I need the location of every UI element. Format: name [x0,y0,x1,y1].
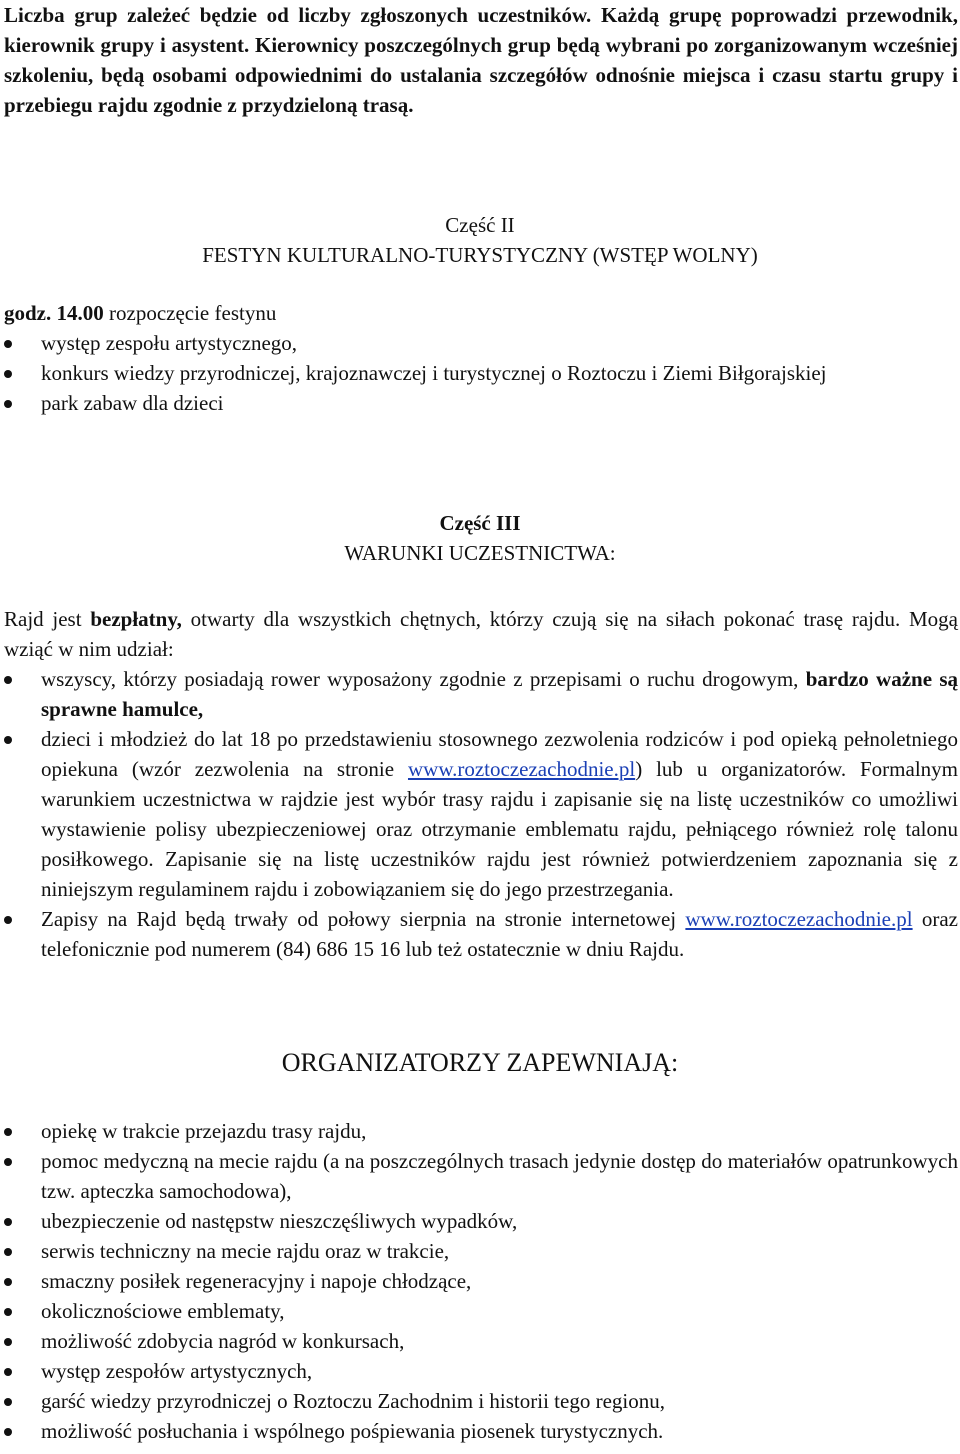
part2-subtitle: FESTYN KULTURALNO-TURYSTYCZNY (WSTĘP WOLNY) [202,243,758,267]
organizers-body [4,1116,958,1446]
organizers-item: możliwość zdobycia nagród w konkursach, [4,1326,958,1356]
organizers-item: możliwość posłuchania i wspólnego pośpiewania piosenek turystycznych. [4,1416,958,1446]
conditions-item [4,904,958,964]
organizers-item: pomoc medyczną na mecie rajdu (a na poszczególnych trasach jedynie dostęp do materiałów opatrunkowych tzw. apteczka samochodowa), [4,1146,958,1206]
part3-body [4,604,958,964]
part3-heading [0,508,960,568]
conditions-item [4,664,958,724]
conditions-item3-text: Zapisy na Rajd będą trwały od połowy sierpnia na stronie internetowej [41,907,686,931]
organizers-list [4,1116,958,1446]
organizers-item: opiekę w trakcie przejazdu trasy rajdu, [4,1116,958,1146]
intro-paragraph: Liczba grup zależeć będzie od liczby zgłoszonych uczestników. Każdą grupę poprowadzi przewodnik, kierownik grupy i asystent. Kierownicy poszczególnych grup będą wybrani po zorganizowanym wcześniej szkoleniu, będą osobami odpowiednimi do ustalania szczegółów odnośnie miejsca i czasu startu grupy i przebiegu rajdu zgodnie z przydzieloną trasą. [4,3,958,117]
conditions-item2-text: dzieci i młodzież do lat 18 po przedstawieniu stosownego zezwolenia rodziców i pod opieką pełnoletniego opiekuna (wzór zezwolenia na stronie [41,727,958,781]
festival-start-text: rozpoczęcie festynu [103,301,277,325]
organizers-item: garść wiedzy przyrodniczej o Roztoczu Zachodnim i historii tego regionu, [4,1386,958,1416]
organizers-item: ubezpieczenie od następstw nieszczęśliwych wypadków, [4,1206,958,1236]
website-link[interactable]: www.roztoczezachodnie.pl [407,757,636,781]
conditions-intro-a: Rajd jest [4,607,91,631]
part2-body [4,298,958,418]
festival-start-line [4,298,958,328]
part2-heading [0,210,960,270]
festival-item: park zabaw dla dzieci [4,388,958,418]
organizers-heading: ORGANIZATORZY ZAPEWNIAJĄ: [281,1048,679,1077]
conditions-intro [4,604,958,664]
part3-title: Część III [439,511,521,535]
conditions-item1-text: wszyscy, którzy posiadają rower wyposażony zgodnie z przepisami o ruchu drogowym, [41,667,806,691]
part3-subtitle: WARUNKI UCZESTNICTWA: [344,541,616,565]
conditions-item2-rest: ) lub u organizatorów. Formalnym warunkiem uczestnictwa w rajdzie jest wybór trasy rajdu i zapisanie się na listę uczestników co umożliwi wystawienie polisy ubezpieczeniowej oraz otrzymanie emblematu rajdu, pełniącego również rolę talonu posiłkowego. Zapisanie się na listę uczestników rajdu jest również potwierdzeniem zapoznania się z niniejszym regulaminem rajdu i zobowiązaniem się do jego przestrzegania. [41,757,958,901]
website-link[interactable]: www.roztoczezachodnie.pl [685,907,913,931]
festival-item: występ zespołu artystycznego, [4,328,958,358]
conditions-brakes: bardzo ważne są sprawne hamulce, [41,667,958,721]
conditions-list [4,664,958,964]
organizers-item: występ zespołów artystycznych, [4,1356,958,1386]
festival-item: konkurs wiedzy przyrodniczej, krajoznawczej i turystycznej o Roztoczu i Ziemi Biłgorajskiej [4,358,958,388]
conditions-intro-b: otwarty dla wszystkich chętnych, którzy czują się na siłach pokonać trasę rajdu. Mogą wziąć w nim udział: [4,607,958,661]
festival-time: godz. 14.00 [4,301,104,325]
organizers-item: smaczny posiłek regeneracyjny i napoje chłodzące, [4,1266,958,1296]
festival-list [4,328,958,418]
part2-title: Część II [445,213,515,237]
conditions-item3-rest: oraz telefonicznie pod numerem (84) 686 15 16 lub też ostatecznie w dniu Rajdu. [41,907,959,961]
organizers-item: serwis techniczny na mecie rajdu oraz w trakcie, [4,1236,958,1266]
organizers-item: okolicznościowe emblematy, [4,1296,958,1326]
conditions-free: bezpłatny, [90,607,182,631]
conditions-item [4,724,958,904]
